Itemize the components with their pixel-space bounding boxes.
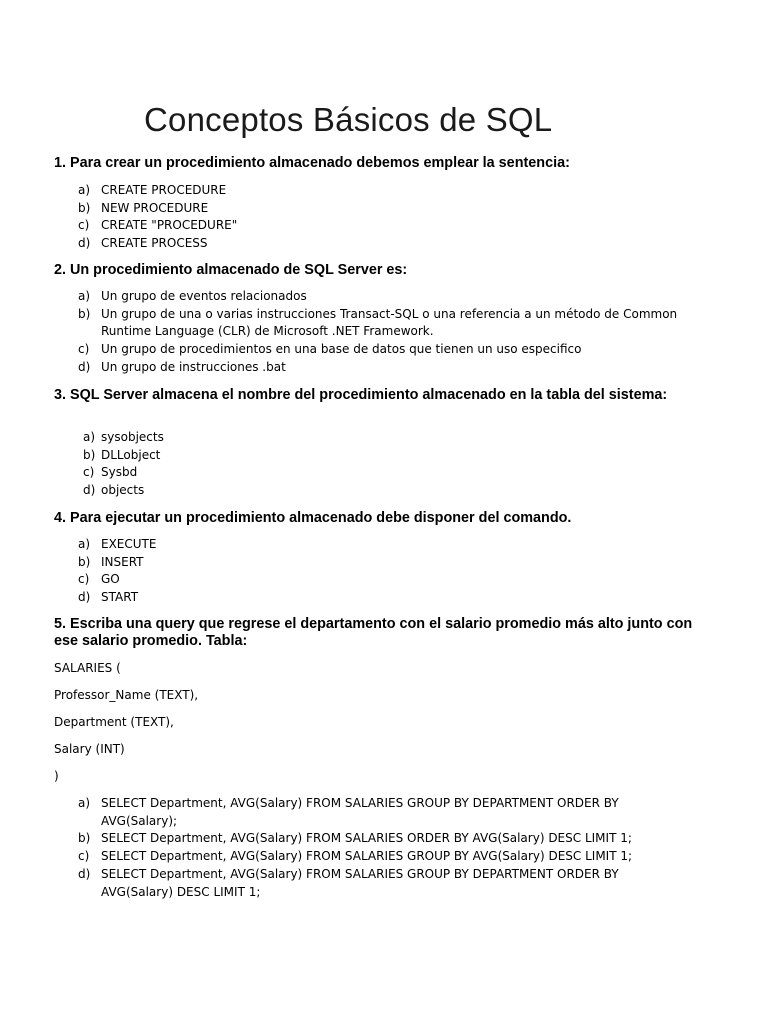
option-text: SELECT Department, AVG(Salary) FROM SALARIES ORDER BY AVG(Salary) DESC LIMIT 1; — [101, 831, 632, 846]
option-marker: b) — [78, 554, 91, 569]
option-marker: a) — [78, 537, 91, 551]
question-2-options — [78, 288, 678, 377]
option-text: EXECUTE — [101, 537, 157, 551]
option-text: SELECT Department, AVG(Salary) FROM SALARIES GROUP BY AVG(Salary) DESC LIMIT 1; — [101, 849, 633, 864]
option-text: INSERT — [101, 554, 144, 569]
question-1-options — [78, 182, 678, 253]
option-marker: c) — [78, 218, 90, 233]
option-marker: b) — [78, 831, 91, 846]
option-text: CREATE PROCEDURE — [101, 183, 227, 197]
option-item — [78, 536, 678, 554]
option-item — [78, 830, 678, 848]
option-item — [78, 589, 678, 607]
question-2: 2. Un procedimiento almacenado de SQL Server es: — [54, 262, 408, 278]
option-text: Un grupo de eventos relacionados — [101, 289, 307, 303]
question-5: 5. Escriba una query que regrese el departamento con el salario promedio más alto junto con ese salario promedio. Tabla: — [54, 616, 693, 649]
option-item — [78, 554, 678, 572]
option-marker: d) — [83, 483, 96, 498]
option-item — [78, 288, 678, 306]
option-marker: d) — [78, 236, 91, 251]
option-text: sysobjects — [101, 430, 164, 444]
option-item — [78, 306, 678, 341]
option-item — [78, 182, 678, 200]
option-marker: b) — [78, 306, 91, 321]
option-text: DLLobject — [101, 447, 161, 462]
option-item — [83, 447, 683, 465]
option-item — [78, 848, 678, 866]
option-text: CREATE "PROCEDURE" — [101, 218, 238, 233]
option-text: Sysbd — [101, 465, 138, 480]
option-text: START — [101, 590, 139, 605]
option-item — [83, 429, 683, 447]
option-marker: b) — [83, 447, 96, 462]
option-item — [78, 341, 678, 359]
option-marker: a) — [78, 183, 91, 197]
table-definition-line: Professor_Name (TEXT), — [54, 688, 199, 702]
table-definition-line: ) — [54, 769, 59, 783]
option-marker: c) — [78, 572, 90, 587]
option-marker: a) — [78, 289, 91, 303]
page-title: Conceptos Básicos de SQL — [144, 101, 553, 138]
option-text: CREATE PROCESS — [101, 236, 208, 251]
option-text: Un grupo de instrucciones .bat — [101, 359, 286, 374]
option-item — [78, 217, 678, 235]
option-marker: a) — [78, 796, 91, 810]
option-marker: c) — [78, 342, 90, 357]
question-4-options — [78, 536, 678, 607]
option-marker: a) — [83, 430, 96, 444]
option-text: GO — [101, 572, 120, 587]
question-1: 1. Para crear un procedimiento almacenado debemos emplear la sentencia: — [54, 155, 570, 171]
table-definition-line: SALARIES ( — [54, 661, 121, 675]
option-text: SELECT Department, AVG(Salary) FROM SALARIES GROUP BY DEPARTMENT ORDER BY AVG(Salary); — [101, 796, 619, 828]
option-marker: d) — [78, 866, 91, 881]
question-3-options — [83, 429, 683, 500]
option-item — [78, 235, 678, 253]
option-marker: b) — [78, 200, 91, 215]
option-item — [78, 866, 678, 901]
option-text: SELECT Department, AVG(Salary) FROM SALARIES GROUP BY DEPARTMENT ORDER BY AVG(Salary) DESC LIMIT 1; — [101, 866, 619, 899]
option-text: Un grupo de procedimientos en una base de datos que tienen un uso especifico — [101, 342, 582, 357]
question-5-options — [78, 795, 678, 901]
option-marker: d) — [78, 590, 91, 605]
option-item — [78, 571, 678, 589]
option-marker: c) — [78, 849, 90, 864]
option-item — [83, 482, 683, 500]
option-item — [78, 200, 678, 218]
option-marker: d) — [78, 359, 91, 374]
question-3: 3. SQL Server almacena el nombre del procedimiento almacenado en la tabla del sistema: — [54, 387, 668, 403]
option-text: objects — [101, 483, 145, 498]
option-item — [78, 795, 678, 830]
table-definition-line: Salary (INT) — [54, 742, 125, 756]
option-marker: c) — [83, 465, 95, 480]
question-4: 4. Para ejecutar un procedimiento almacenado debe disponer del comando. — [54, 510, 572, 526]
option-item — [83, 464, 683, 482]
option-text: NEW PROCEDURE — [101, 200, 209, 215]
option-text: Un grupo de una o varias instrucciones Transact-SQL o una referencia a un método de Common Runtime Language (CLR) de Microsoft .NET Framework. — [101, 306, 678, 339]
option-item — [78, 359, 678, 377]
table-definition-line: Department (TEXT), — [54, 715, 174, 729]
